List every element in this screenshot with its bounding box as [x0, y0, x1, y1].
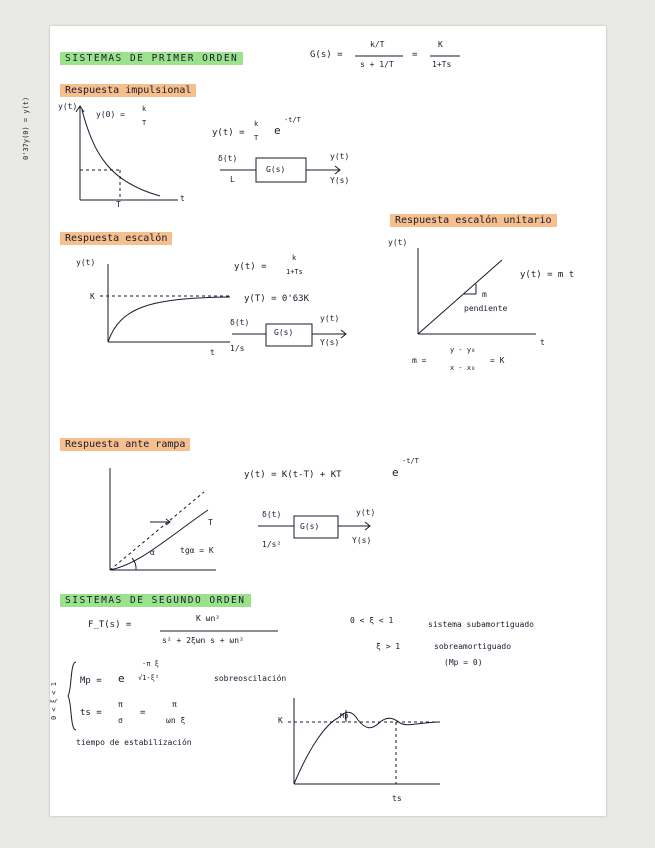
step-out-top: y(t): [320, 314, 340, 323]
mp-exp-num: -π ξ: [142, 660, 159, 668]
section-title-second-order: SISTEMAS DE SEGUNDO ORDEN: [60, 594, 251, 607]
impulse-y0-num: k: [142, 105, 147, 113]
ramp-graph: [100, 466, 220, 576]
ramp-formula-e: e: [392, 466, 399, 479]
ramp-alpha: α: [150, 548, 155, 557]
tf-eq: =: [412, 50, 418, 60]
unit-step-graph: [410, 246, 540, 346]
mp-exp-den: √1-ξ²: [138, 674, 160, 682]
cond2: ξ > 1: [376, 642, 401, 651]
ramp-formula-lhs: y(t) = K(t-T) + KT: [244, 470, 342, 480]
tf-mid-den: s + 1/T: [360, 60, 394, 69]
ramp-in-bottom: 1/s²: [262, 540, 282, 549]
step-k-label: K: [90, 292, 95, 301]
step-graph: [100, 262, 240, 346]
unit-step-m: m: [482, 290, 487, 299]
ramp-block: G(s): [300, 522, 320, 531]
impulse-y-axis: y(t): [58, 102, 78, 111]
ts-desc: tiempo de estabilización: [76, 738, 192, 747]
ramp-tg: tgα = K: [180, 546, 214, 555]
second-order-graph: [288, 696, 448, 790]
section-title-ramp: Respuesta ante rampa: [60, 438, 190, 451]
graph-ts: ts: [392, 794, 402, 803]
impulse-in-top: δ(t): [218, 154, 238, 163]
step-block: G(s): [274, 328, 294, 337]
tf-right-bar: [430, 55, 462, 57]
step-out-bottom: Y(s): [320, 338, 340, 347]
unit-step-m-num: y - y₀: [450, 346, 476, 354]
mp-desc: sobreoscilación: [214, 674, 287, 683]
impulse-block: G(s): [266, 165, 286, 174]
mp-e: e: [118, 672, 125, 685]
impulse-formula-exp: -t/T: [284, 116, 301, 124]
impulse-graph: [60, 100, 200, 210]
impulse-t-tick: T: [116, 200, 121, 209]
ramp-out-top: y(t): [356, 508, 376, 517]
section-title-first-order: SISTEMAS DE PRIMER ORDEN: [60, 52, 243, 65]
section-title-step: Respuesta escalón: [60, 232, 172, 245]
ft-num: K ωn²: [196, 614, 221, 623]
impulse-y0: y(0) =: [96, 110, 125, 119]
step-formula-num: k: [292, 254, 297, 262]
impulse-formula-e: e: [274, 124, 281, 137]
ts-eq: =: [140, 708, 146, 718]
ramp-formula-exp: -t/T: [402, 457, 419, 465]
unit-step-y-axis: y(t): [388, 238, 408, 247]
ft-den: s² + 2ξωn s + ωn²: [162, 636, 244, 645]
ts-frac1-num: π: [118, 700, 123, 709]
ft-lhs: F_T(s) =: [88, 620, 132, 630]
step-block-diagram: [232, 318, 362, 358]
section-title-impulse: Respuesta impulsional: [60, 84, 196, 97]
ts-frac2-num: π: [172, 700, 177, 709]
graph-mp: Mp: [340, 712, 349, 720]
step-in-bottom: 1/s: [230, 344, 245, 353]
tf-right-den: 1+Ts: [432, 60, 452, 69]
impulse-formula-lhs: y(t) =: [212, 128, 245, 138]
step-t-axis: t: [210, 348, 215, 357]
unit-step-t-axis: t: [540, 338, 545, 347]
step-in-top: δ(t): [230, 318, 250, 327]
tf-mid-num: k/T: [370, 40, 385, 49]
graph-k: K: [278, 716, 283, 725]
tf-lhs: G(s) =: [310, 50, 343, 60]
tf-right-num: K: [438, 40, 443, 49]
mp-lhs: Mp =: [80, 676, 102, 686]
step-y-axis: y(t): [76, 258, 96, 267]
impulse-y0-den: T: [142, 119, 147, 127]
impulse-formula-den: T: [254, 134, 259, 142]
desc2b: (Mp = 0): [444, 658, 483, 667]
desc1: sistema subamortiguado: [428, 620, 534, 629]
unit-step-m-rhs: = K: [490, 356, 505, 365]
step-value: y(T) = 0'63K: [244, 294, 310, 304]
brace-label: 0 < ξ < 1: [50, 682, 58, 720]
brace: [66, 660, 78, 732]
unit-step-formula: y(t) = m t: [520, 270, 575, 280]
ramp-t-label: T: [208, 518, 213, 527]
impulse-formula-num: k: [254, 120, 259, 128]
desc2: sobreamortiguado: [434, 642, 512, 651]
unit-step-m-lhs: m =: [412, 356, 427, 365]
ramp-out-bottom: Y(s): [352, 536, 372, 545]
ramp-in-top: δ(t): [262, 510, 282, 519]
ts-frac2-den: ωn ξ: [166, 716, 186, 725]
impulse-in-bottom: L: [230, 175, 235, 184]
ft-bar: [160, 630, 280, 632]
impulse-side-label: 0'37y(0) = y(t): [22, 96, 30, 160]
ts-lhs: ts =: [80, 708, 102, 718]
impulse-out-bottom: Y(s): [330, 176, 350, 185]
ts-frac1-den: σ: [118, 716, 123, 725]
section-title-unit-step: Respuesta escalón unitario: [390, 214, 557, 227]
unit-step-slope: pendiente: [464, 304, 508, 313]
impulse-out-top: y(t): [330, 152, 350, 161]
unit-step-m-den: x - x₀: [450, 364, 476, 372]
cond1: 0 < ξ < 1: [350, 616, 394, 625]
tf-mid-bar: [355, 55, 405, 57]
step-formula-lhs: y(t) =: [234, 262, 267, 272]
step-formula-den: 1+Ts: [286, 268, 303, 276]
impulse-t-axis: t: [180, 194, 185, 203]
